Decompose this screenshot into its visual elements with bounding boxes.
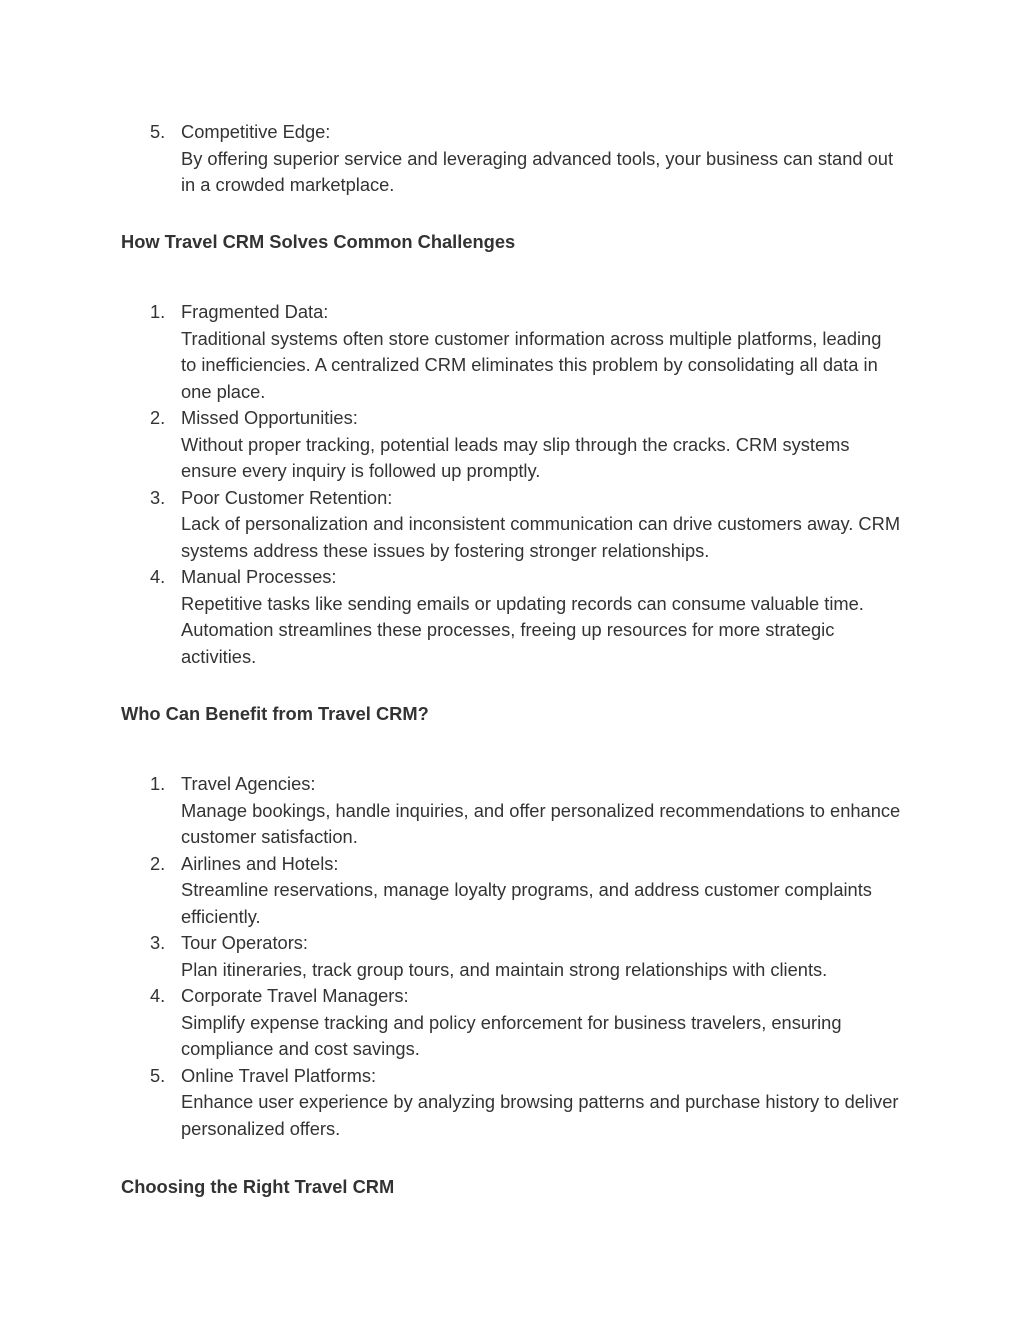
list-item-number: 2. xyxy=(150,407,166,428)
list-item xyxy=(0,119,901,199)
list-item-title: Competitive Edge: xyxy=(181,121,331,142)
section-heading-challenges: How Travel CRM Solves Common Challenges xyxy=(121,231,516,252)
list-item-number: 2. xyxy=(150,852,166,874)
list-item-number: 4. xyxy=(150,566,166,587)
list-item xyxy=(0,771,901,851)
list-item-description: By offering superior service and leveraging advanced tools, your business can stand out in a crowded marketplace. xyxy=(181,147,894,195)
list-item xyxy=(0,485,901,565)
list-item-number: 5. xyxy=(150,121,166,142)
list-item-title: Missed Opportunities: xyxy=(181,407,358,428)
list-item xyxy=(0,1063,901,1143)
list-item-description: Manage bookings, handle inquiries, and offer personalized recommendations to enhance customer satisfaction. xyxy=(181,799,901,847)
list-item-number: 3. xyxy=(150,932,166,953)
list-item-title: Fragmented Data: xyxy=(181,301,329,322)
list-item-description: Traditional systems often store customer information across multiple platforms, leading to inefficiencies. A centralized CRM eliminates this problem by consolidating all data in one place. xyxy=(181,327,882,402)
list-item-description: Lack of personalization and inconsistent communication can drive customers away. CRM systems address these issues by fostering stronger relationships. xyxy=(181,513,901,561)
list-item-title: Online Travel Platforms: xyxy=(181,1064,377,1086)
list-item-title: Manual Processes: xyxy=(181,566,337,587)
list-item-title: Corporate Travel Managers: xyxy=(181,985,409,1006)
list-item xyxy=(0,851,901,931)
section-heading-choosing: Choosing the Right Travel CRM xyxy=(121,1176,395,1197)
list-item-number: 1. xyxy=(150,301,166,322)
list-item xyxy=(0,983,901,1063)
list-item-number: 3. xyxy=(150,486,166,508)
list-item-number: 1. xyxy=(150,773,166,794)
list-item-title: Poor Customer Retention: xyxy=(181,486,393,508)
list-item-description: Repetitive tasks like sending emails or updating records can consume valuable time. Automation streamlines these processes, freeing up resources for more strategic activities. xyxy=(181,592,864,667)
beneficiaries-list xyxy=(0,771,1024,1142)
list-item-number: 4. xyxy=(150,985,166,1006)
list-item xyxy=(0,405,901,485)
section-heading-beneficiaries: Who Can Benefit from Travel CRM? xyxy=(121,703,429,724)
list-item-description: Without proper tracking, potential leads may slip through the cracks. CRM systems ensure every inquiry is followed up promptly. xyxy=(181,433,850,481)
list-item-title: Tour Operators: xyxy=(181,932,309,953)
list-item-description: Enhance user experience by analyzing browsing patterns and purchase history to deliver personalized offers. xyxy=(181,1091,899,1139)
list-item xyxy=(0,299,901,405)
intro-list xyxy=(0,119,1024,199)
list-item-description: Plan itineraries, track group tours, and maintain strong relationships with clients. xyxy=(181,958,828,980)
list-item-description: Streamline reservations, manage loyalty programs, and address customer complaints efficiently. xyxy=(181,879,872,927)
list-item xyxy=(0,930,901,983)
list-item-number: 5. xyxy=(150,1064,166,1086)
list-item xyxy=(0,564,901,670)
list-item-title: Airlines and Hotels: xyxy=(181,852,339,874)
list-item-description: Simplify expense tracking and policy enforcement for business travelers, ensuring compliance and cost savings. xyxy=(181,1011,842,1059)
list-item-title: Travel Agencies: xyxy=(181,773,316,794)
challenges-list xyxy=(0,299,1024,670)
